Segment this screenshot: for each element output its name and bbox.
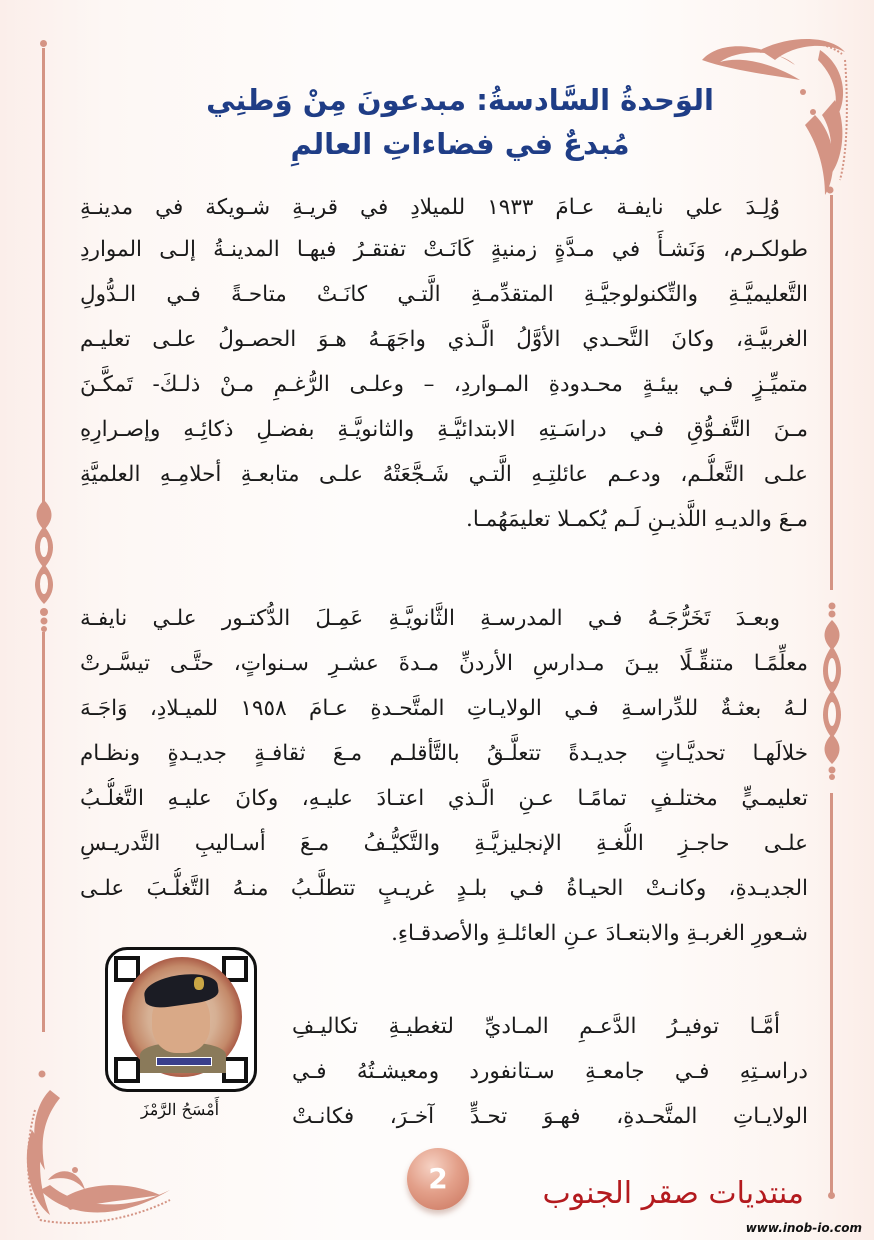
medallion-banner	[156, 1057, 212, 1066]
left-border-ornament	[28, 500, 60, 640]
paragraph-line: خلالَهـا تحديَّـاتٍ جديـدةً تتعلَّـقُ بالتَّأقلـم مـعَ ثقافـةٍ جديـدةٍ ونظـام	[80, 741, 808, 766]
qr-finder-bottom-left	[114, 1057, 140, 1083]
unit-title	[150, 78, 770, 166]
paragraph-line: الولايـاتِ المتَّحـدةِ، فهـوَ تحـدٍّ آخـرَ، فكانـتْ	[292, 1104, 808, 1129]
left-border-line-bottom	[42, 632, 45, 1032]
left-border-dot	[40, 40, 47, 47]
paragraph-line: معلِّمًـا متنقِّـلًا بيـنَ مـدارسِ الأردنِّ مـدةَ عشـرِ سـنواتٍ، حتَّـى تيسَّـرتْ	[80, 651, 808, 676]
paragraph-2	[80, 598, 808, 958]
photo-caption: أَمْسَحُ الرَّمْزَ	[140, 1100, 220, 1119]
paragraph-line: التَّعليميَّـةِ والتِّكنولوجيَّـةِ المتقدِّمـةِ الَّتـي كانَـتْ متاحـةً فـي الـدُّولِ	[80, 282, 808, 307]
unit-title-line-1: الوَحدةُ السَّادسةُ: مبدعونَ مِنْ وَطنِي	[206, 83, 714, 117]
page-number-badge: 2	[407, 1148, 469, 1210]
right-border-dot	[828, 1192, 835, 1199]
website-url[interactable]: www.inob-io.com	[745, 1221, 862, 1235]
right-border-line-bottom	[830, 793, 833, 1193]
paragraph-3	[292, 1006, 808, 1141]
portrait-beret	[142, 970, 219, 1010]
paragraph-line: شـعورِ الغربـةِ والابتعـادَ عـنِ العائلـةِ والأصدقـاءِ.	[391, 921, 808, 946]
paragraph-1	[80, 187, 808, 544]
paragraph-line: مـنَ التَّفـوُّقِ فـي دراسَـتِهِ الابتدائيَّـةِ والثانويَّـةِ بفضـلِ ذكائِـهِ وإصـرارِهِ	[80, 417, 808, 442]
paragraph-line: وُلِـدَ علي نايفـة عـامَ ١٩٣٣ للميلادِ في قريـةِ شـويكة في مدينـةِ	[80, 195, 780, 220]
unit-title-line-2: مُبدعٌ في فضاءاتِ العالمِ	[290, 127, 630, 161]
right-border-ornament	[816, 600, 848, 780]
paragraph-line: طولكـرم، وَنَشـأَ في مـدَّةٍ زمنيةٍ كَانَـتْ تفتقـرُ فيهـا المدينـةُ إلـى المواردِ	[80, 237, 808, 262]
paragraph-line: أمَّـا توفيـرُ الدَّعـمِ المـاديِّ لتغطيـةِ تكاليـفِ	[292, 1014, 780, 1039]
paragraph-line: الجديـدةِ، وكانـتْ الحيـاةُ فـي بلـدٍ غريـبٍ تتطلَّـبُ منـهُ التَّغلُّـبَ علـى	[80, 876, 808, 901]
paragraph-line: علـى حاجـزِ اللُّغـةِ الإنجليزيَّـةِ والتَّكيُّـفُ مـعَ أسـاليبِ التَّدريـسِ	[80, 831, 808, 856]
paragraph-line: لـهُ بعثـةٌ للدِّراسـةِ فـي الولايـاتِ المتَّحـدةِ عـامَ ١٩٥٨ للميـلادِ، وَاجَـهَ	[80, 696, 808, 721]
paragraph-line: دراسـتِهِ فـي جامعـةِ سـتانفورد ومعيشـتُهُ فـي	[292, 1059, 808, 1084]
right-border-line-top	[830, 195, 833, 590]
paragraph-line: متميِّـزٍ فـي بيئـةٍ محـدودةِ المـواردِ، – وعلـى الرُّغـمِ مـنْ ذلـكَ- تَمكَّـنَ	[80, 372, 808, 397]
qr-code-image[interactable]	[105, 947, 257, 1092]
paragraph-line: تعليمـيٍّ مختلـفٍ تمامًـا عـنِ الَّـذي اعتـادَ عليـهِ، وكانَ عليـهِ التَّغلُّـبُ	[80, 786, 808, 811]
brand-name: منتديات صقر الجنوب	[542, 1176, 804, 1211]
paragraph-line: علـى التَّعلُّـم، ودعـم عائلتِـهِ الَّتـي شَـجَّعَتْهُ علـى متابعـةِ أحلامِـهِ العلميَّةِ	[80, 462, 808, 487]
paragraph-line: مـعَ والديـهِ اللَّذيـنِ لَـم يُكمـلا تعليمَهُمـا.	[466, 507, 808, 532]
paragraph-line: وبعـدَ تَخَرُّجَـهُ فـي المدرسـةِ الثَّانويَّـةِ عَمِـلَ الدُّكتـور علـي نايفـة	[80, 606, 780, 631]
paragraph-line: الغربيَّـةِ، وكانَ التَّحـدي الأوَّلُ الَّـذي واجَهَـهُ هـوَ الحصـولُ علـى تعليـم	[80, 327, 808, 352]
portrait-medallion	[122, 957, 242, 1077]
bottom-left-corner-ornament	[20, 1070, 180, 1230]
beret-badge-icon	[194, 977, 204, 990]
left-border-line-top	[42, 48, 45, 518]
